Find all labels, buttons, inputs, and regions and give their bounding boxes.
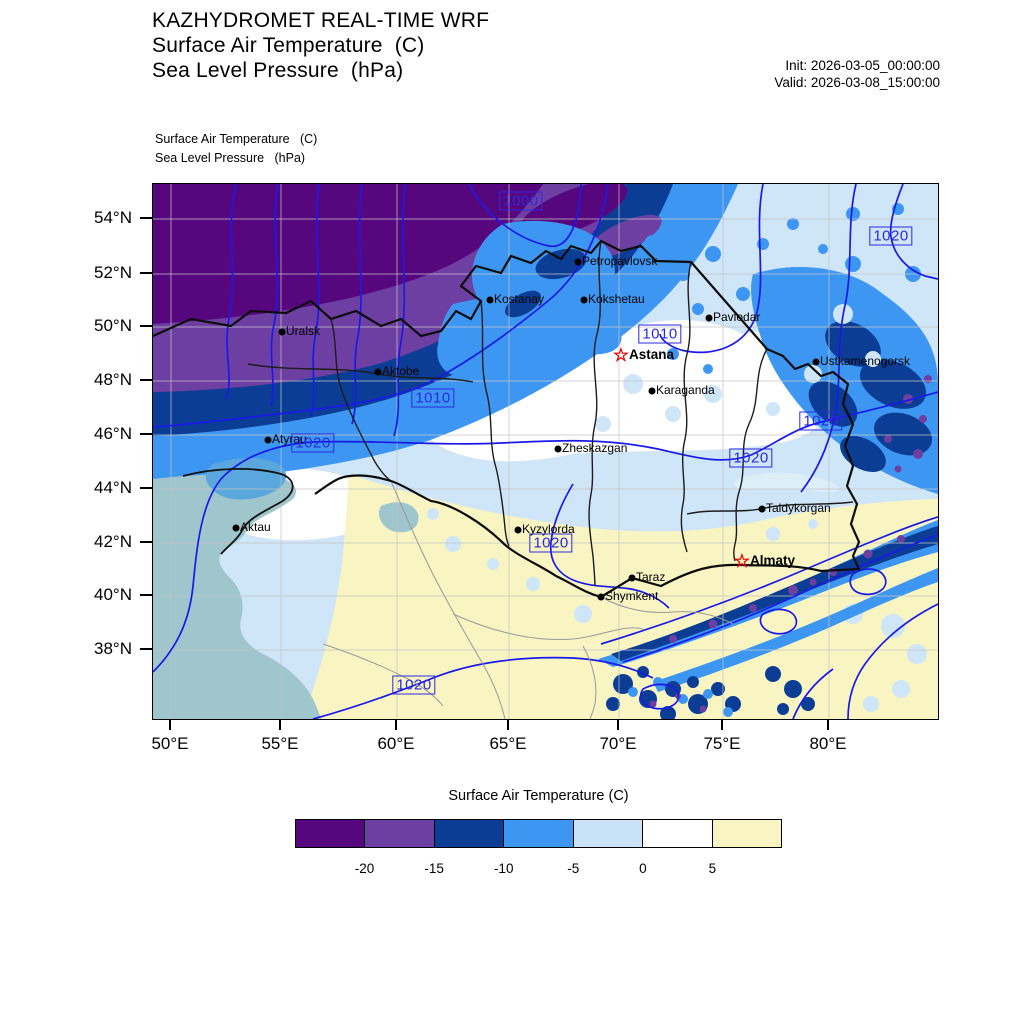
city-marker [649,388,656,395]
lat-axis-tick [140,272,152,274]
pressure-contour-label: 1010 [411,389,454,408]
lat-axis-tick [140,325,152,327]
colorbar-cell [642,819,712,848]
lon-axis-label: 60°E [377,734,415,753]
city-label: Taraz [636,570,666,584]
lat-axis-label: 48°N [94,370,132,389]
capital-label: Almaty [750,553,796,568]
city-marker [813,359,820,366]
pressure-contour-label: 1020 [291,434,334,453]
lon-axis-tick [395,719,397,730]
lat-axis-label: 52°N [94,263,132,282]
city-marker [515,527,522,534]
pressure-contour-label: 1020 [392,676,435,695]
colorbar-cell [503,819,573,848]
city-marker [581,297,588,304]
lat-axis-tick [140,594,152,596]
city-label: Uralsk [286,324,321,338]
lat-axis-label: 50°N [94,316,132,335]
colorbar-tick-label: -5 [567,861,580,876]
lat-axis-label: 54°N [94,208,132,227]
valid-time-label: Valid: 2026-03-08_15:00:00 [774,75,940,90]
city-marker [598,594,605,601]
lon-axis-label: 50°E [151,734,189,753]
city-label: Shymkent [605,589,659,603]
lon-axis-tick [617,719,619,730]
pressure-contour-label: 1020 [799,412,842,431]
city-marker [233,525,240,532]
city-marker [279,329,286,336]
colorbar-cell [712,819,782,848]
colorbar-cell [573,819,643,848]
city-label: Ustkamenogorsk [820,354,911,368]
city-label: Kostanay [494,292,545,306]
lat-axis-label: 42°N [94,532,132,551]
lon-axis-label: 75°E [703,734,741,753]
lon-axis-label: 65°E [489,734,527,753]
run-time-block [774,57,940,91]
pressure-contour-label: 1010 [638,325,681,344]
lat-axis-tick [140,487,152,489]
city-label: Aktobe [382,364,420,378]
city-label: Pavlodar [713,310,761,324]
lon-axis-label: 70°E [599,734,637,753]
lon-axis-label: 80°E [809,734,847,753]
lon-axis-tick [827,719,829,730]
colorbar-tick-label: -20 [354,861,375,876]
colorbar-cell [434,819,504,848]
city-label: Zheskazgan [562,441,628,455]
colorbar [295,819,782,848]
pressure-contour-label: 1020 [869,227,912,246]
lat-axis-tick [140,379,152,381]
city-label: Kokshetau [588,292,645,306]
capital-star-icon: ☆ [733,551,751,572]
lat-axis-label: 46°N [94,424,132,443]
pressure-contour-label: 1000 [499,192,542,211]
map-subtitle-pressure: Sea Level Pressure (hPa) [155,151,306,165]
city-marker [629,575,636,582]
colorbar-cell [364,819,434,848]
city-marker [375,369,382,376]
city-marker [759,506,766,513]
lon-axis-tick [169,719,171,730]
lon-axis-tick [721,719,723,730]
city-marker [575,259,582,266]
header-title-block [152,8,489,83]
colorbar-title: Surface Air Temperature (C) [448,788,629,804]
weather-map-panel [152,183,939,720]
map-subtitle-temperature: Surface Air Temperature (C) [155,132,318,146]
colorbar-cell [295,819,365,848]
city-label: Petropavlovsk [582,254,658,268]
lat-axis-tick [140,433,152,435]
capital-label: Astana [629,347,675,362]
city-label: Taldykorgan [766,501,831,515]
lon-axis-label: 55°E [261,734,299,753]
init-time-label: Init: 2026-03-05_00:00:00 [785,58,940,73]
lat-axis-tick [140,648,152,650]
colorbar-tick-label: 0 [639,861,647,876]
page-subtitle-pressure: Sea Level Pressure (hPa) [152,59,404,82]
page-title: KAZHYDROMET REAL-TIME WRF [152,9,490,32]
lon-axis-tick [279,719,281,730]
city-label: Karaganda [656,383,715,397]
map-overlays [153,184,938,719]
colorbar-tick-label: -10 [493,861,514,876]
pressure-contour-label: 1020 [729,449,772,468]
city-marker [706,315,713,322]
city-marker [487,297,494,304]
colorbar-tick-label: 5 [708,861,717,876]
lat-axis-label: 40°N [94,585,132,604]
page-subtitle-temperature: Surface Air Temperature (C) [152,34,425,57]
city-marker [265,437,272,444]
colorbar-tick-label: -15 [424,861,444,876]
lat-axis-tick [140,541,152,543]
city-marker [555,446,562,453]
pressure-contour-label: 1020 [529,534,572,553]
city-label: Atyrau [272,432,307,446]
lat-axis-tick [140,217,152,219]
capital-star-icon: ☆ [612,345,630,366]
lat-axis-label: 44°N [94,478,132,497]
city-label: Aktau [240,520,271,534]
lon-axis-tick [507,719,509,730]
lat-axis-label: 38°N [94,639,132,658]
map-subtitle-block [155,130,317,168]
city-label: Kyzylorda [522,522,575,536]
